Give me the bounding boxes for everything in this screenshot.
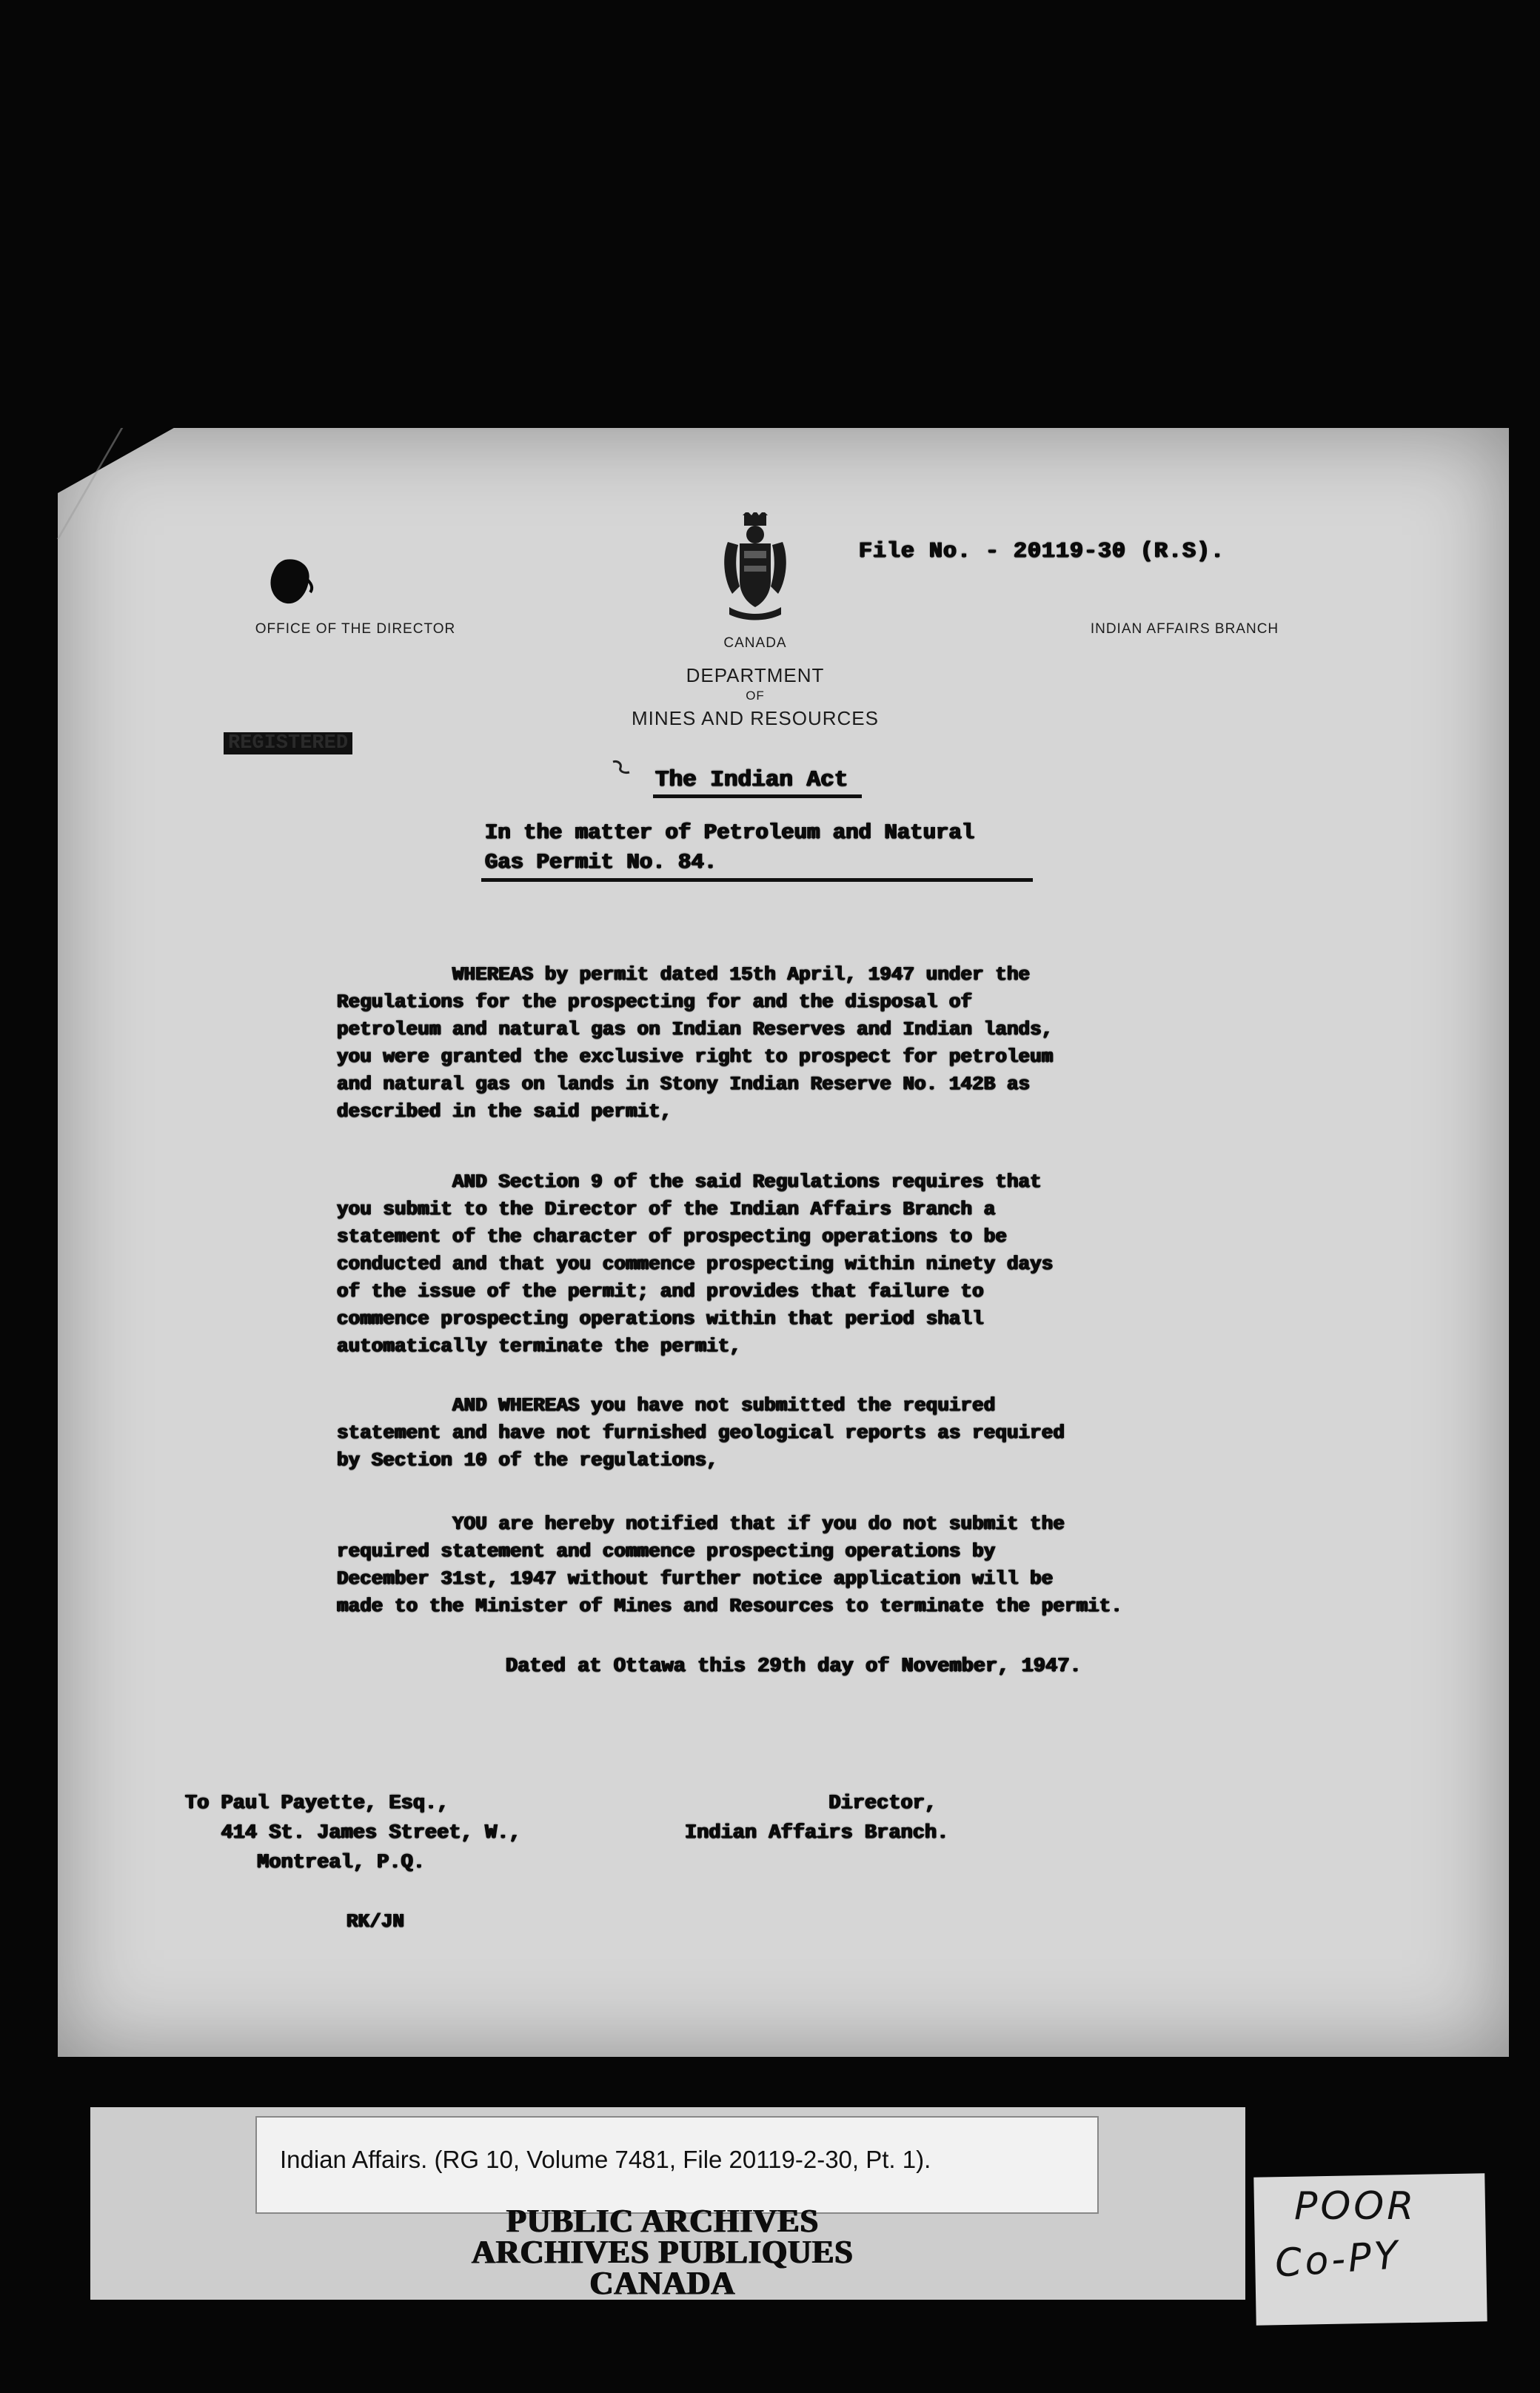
ink-blot-mark — [263, 554, 322, 613]
act-title-underline — [653, 794, 862, 798]
coat-of-arms-icon — [714, 512, 796, 623]
paragraph-and-whereas: AND WHEREAS you have not submitted the required statement and have not furnished geological reports as required by Section 10 of the regulations, — [337, 1394, 1065, 1471]
paragraph-whereas: WHEREAS by permit dated 15th April, 1947 under the Regulations for the prospecting for and the disposal of petroleum and natural gas on Indian Reserves and Indian lands, you were granted the exclusive right to prospect for petroleum and natural gas on lands in Stony Indian Reserve No. 142B as described in the said permit, — [337, 963, 1054, 1122]
department-of-label: OF — [746, 689, 765, 703]
dated-line: Dated at Ottawa this 29th day of November, 1947. — [506, 1656, 1082, 1678]
registered-stamp: REGISTERED — [224, 732, 352, 754]
paragraph-notice: YOU are hereby notified that if you do not submit the required statement and commence prospecting operations by December 31st, 1947 without further notice application will be made to the Minister of Mines and Resources to terminate the permit. — [337, 1513, 1122, 1617]
paragraph-section-9: AND Section 9 of the said Regulations requires that you submit to the Director of the Indian Affairs Branch a statement of the character of prospecting operations to be conducted and that you commence prospecting within ninety days of the issue of the permit; and provides that failure to commence prospecting operations within that period shall automatically terminate the permit, — [337, 1171, 1054, 1357]
handwritten-copy: Co-PY — [1273, 2233, 1402, 2286]
signature-block: Director, Indian Affairs Branch. — [685, 1793, 949, 1844]
matter-line-1: In the matter of Petroleum and Natural — [485, 820, 975, 845]
file-number: File No. - 20119-30 (R.S). — [859, 539, 1225, 564]
act-title: The Indian Act — [655, 767, 848, 793]
matter-line-2: Gas Permit No. 84. — [485, 850, 717, 874]
department-label: DEPARTMENT — [686, 664, 825, 686]
pin-mark-icon — [612, 759, 634, 775]
ministry-label: MINES AND RESOURCES — [632, 707, 879, 729]
matter-underline — [481, 878, 1033, 882]
typist-initials: RK/JN — [346, 1910, 405, 1932]
archive-country: CANADA — [589, 2265, 736, 2301]
country-label: CANADA — [723, 635, 787, 651]
office-of-director-label: OFFICE OF THE DIRECTOR — [255, 621, 456, 637]
archive-citation: Indian Affairs. (RG 10, Volume 7481, File 20119-2-30, Pt. 1). — [280, 2146, 931, 2173]
branch-label: INDIAN AFFAIRS BRANCH — [1090, 621, 1279, 637]
archive-name-french: ARCHIVES PUBLIQUES — [472, 2234, 854, 2270]
addressee-block: To Paul Payette, Esq., 414 St. James Street, W., Montreal, P.Q. — [185, 1793, 521, 1874]
handwritten-poor: POOR — [1294, 2184, 1417, 2229]
archive-name-english: PUBLIC ARCHIVES — [506, 2203, 820, 2239]
